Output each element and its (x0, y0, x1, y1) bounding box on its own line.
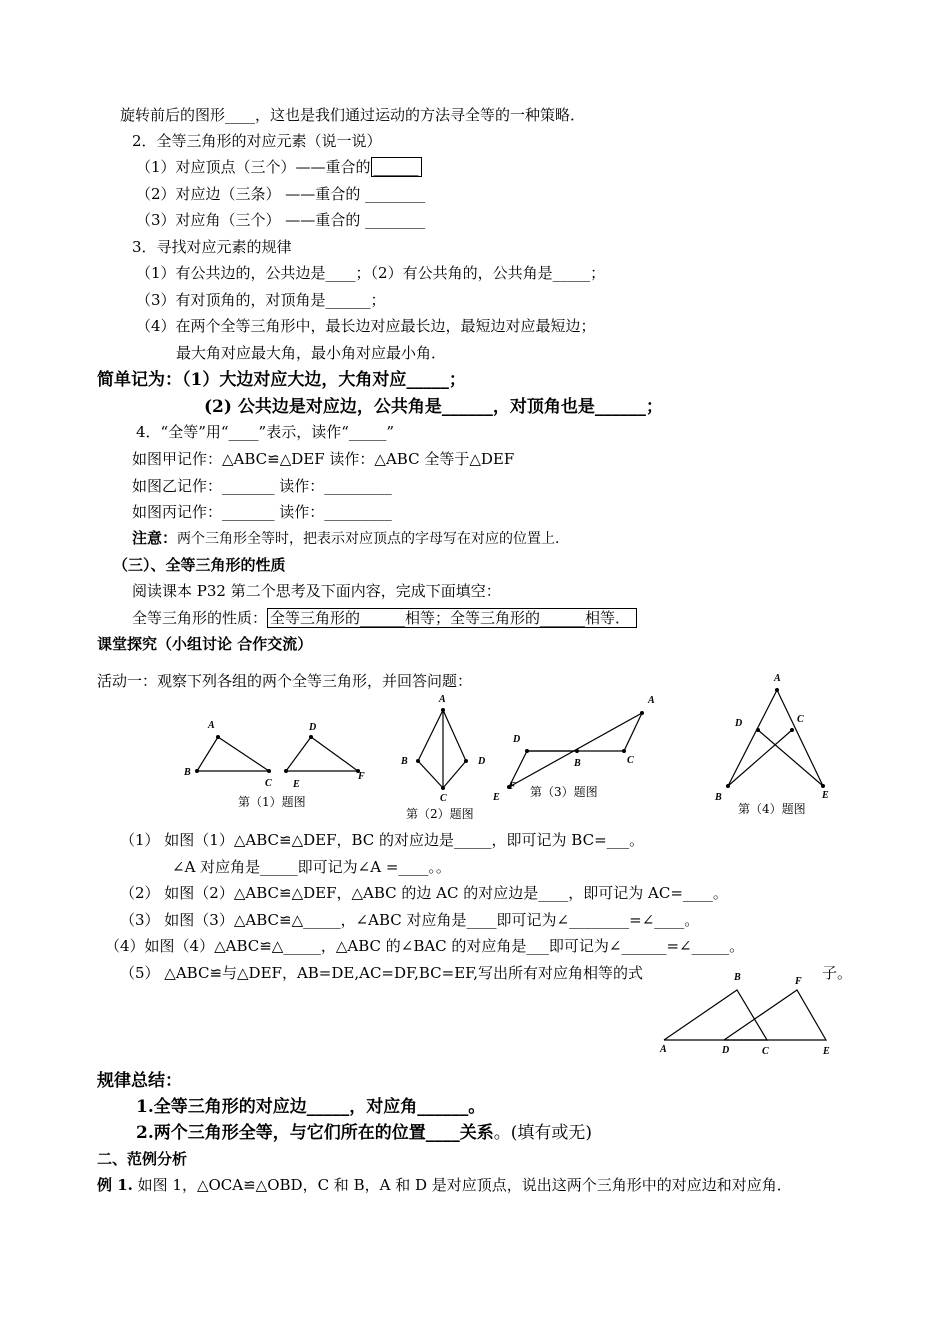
property-box[interactable]: 全等三角形的______相等；全等三角形的______相等． (267, 608, 637, 628)
triangle-def-fig1 (286, 737, 358, 771)
label-a: A (648, 695, 655, 706)
figure-caption: 第（4）题图 (738, 802, 806, 816)
text-line: 旋转前后的图形____，这也是我们通过运动的方法寻全等的一种策略． (120, 106, 586, 124)
note-label: 注意： (132, 529, 178, 547)
label-b: B (574, 758, 581, 769)
label-d: D (478, 756, 486, 767)
question-5: （5） △ABC≌与△DEF，AB=DE,AC=DF,BC=EF,写出所有对应角相等的式 (120, 964, 643, 982)
label-e: E (493, 792, 500, 803)
label-f: F (509, 781, 516, 792)
section-heading: （三）、全等三角形的性质 (113, 556, 286, 574)
label-c: C (797, 714, 804, 725)
label-f: F (795, 976, 802, 987)
label-b: B (734, 972, 741, 983)
question-1: （1） 如图（1）△ABC≌△DEF，BC 的对应边是_____，即可记为 BC=___。 (120, 831, 645, 849)
text-line: 阅读课本 P32 第二个思考及下面内容，完成下面填空： (132, 582, 501, 600)
figure-caption: 第（3）题图 (530, 785, 598, 799)
label-c: C (762, 1046, 769, 1057)
question-2: （2） 如图（2）△ABC≌△DEF，△ABC 的边 AC 的对应边是____，即可记为 AC=____。 (120, 884, 728, 902)
text-line: （4）在两个全等三角形中，最长边对应最长边，最短边对应最短边； (136, 317, 596, 335)
label-e: E (823, 1046, 830, 1057)
summary-line: (2) 公共边是对应边，公共角是______，对顶角也是______； (204, 397, 663, 417)
label-b: B (401, 756, 408, 767)
label-d: D (513, 734, 521, 745)
example-text: 如图 1，△OCA≌△OBD，C 和 B，A 和 D 是对应顶点，说出这两个三角形中的对应边和对应角． (132, 1176, 792, 1194)
section-heading: 课堂探究（小组讨论 合作交流） (97, 635, 313, 653)
line-fig4-b-c (728, 730, 792, 786)
question-3: （3） 如图（3）△ABC≌△_____，∠ABC 对应角是____即可记为∠________=∠____。 (120, 911, 700, 929)
question-4: （4）如图（4）△ABC≌△_____，△ABC 的∠BAC 的对应角是___即可记为∠______=∠_____。 (105, 937, 745, 955)
label-d: D (309, 722, 317, 733)
summary-heading: 规律总结： (97, 1071, 182, 1091)
label-d: D (735, 718, 743, 729)
label-a: A (439, 694, 446, 705)
label-b: B (715, 792, 722, 803)
question-1b: ∠A 对应角是_____即可记为∠A =____。。 (172, 858, 451, 876)
text-line: （3）对应角（三个） ——重合的 ________ (136, 211, 426, 229)
outline-fig4 (728, 690, 823, 786)
example-label: 例 1. (97, 1176, 133, 1194)
label-a: A (208, 720, 215, 731)
label-c: C (440, 793, 447, 804)
triangle-def-fig5 (724, 990, 826, 1040)
label-e: E (293, 779, 300, 790)
figure-caption: 第（1）题图 (238, 795, 306, 809)
triangle-abc-fig1 (197, 737, 269, 771)
line-fig4-e-d (758, 730, 823, 786)
text-line: 最大角对应最大角，最小角对应最小角． (176, 344, 447, 362)
answer-box[interactable]: ______ (371, 157, 422, 177)
text-line: （3）有对顶角的，对顶角是______； (136, 291, 386, 309)
note-text: 两个三角形全等时，把表示对应顶点的字母写在对应的位置上． (177, 531, 570, 547)
text-fragment: 。(填有或无) (493, 1123, 593, 1143)
text-fragment: （1）对应顶点（三个）——重合的 (136, 158, 371, 176)
text-line: 如图丙记作：_______ 读作：_________ (132, 503, 392, 521)
summary-line: 简单记为：（1）大边对应大边，大角对应_____； (97, 370, 466, 390)
text-fragment: 2.两个三角形全等，与它们所在的位置____关系 (136, 1123, 494, 1143)
text-fragment: 全等三角形的性质： (132, 609, 268, 627)
kite-fig2 (418, 710, 466, 788)
text-line: （2）对应边（三条） ——重合的 ________ (136, 185, 426, 203)
text-line: 如图乙记作：_______ 读作：_________ (132, 477, 392, 495)
summary-line (136, 1122, 592, 1144)
figure-caption: 第（2）题图 (406, 807, 474, 821)
triangle-abc-fig5 (664, 990, 767, 1040)
text-line: 4．“全等”用“____”表示，读作“_____” (136, 423, 395, 441)
label-f: F (358, 771, 365, 782)
section-heading: 3．寻找对应元素的规律 (132, 238, 292, 256)
label-e: E (822, 790, 829, 801)
example-line (97, 1175, 792, 1195)
text-line: 活动一：观察下列各组的两个全等三角形，并回答问题： (97, 672, 473, 690)
section-heading: 2．全等三角形的对应元素（说一说） (132, 132, 382, 150)
summary-line: 1.全等三角形的对应边_____，对应角______。 (136, 1097, 486, 1117)
text-line: 如图甲记作：△ABC≌△DEF 读作：△ABC 全等于△DEF (132, 450, 515, 468)
text-line: （1）有公共边的，公共边是____；（2）有公共角的，公共角是_____； (136, 264, 606, 282)
label-d: D (722, 1045, 730, 1056)
label-b: B (184, 767, 191, 778)
label-c: C (265, 778, 272, 789)
label-c: C (627, 755, 634, 766)
label-a: A (660, 1044, 667, 1055)
label-a: A (774, 673, 781, 684)
question-5-end: 子。 (822, 964, 853, 982)
section-heading: 二、范例分析 (97, 1150, 188, 1168)
